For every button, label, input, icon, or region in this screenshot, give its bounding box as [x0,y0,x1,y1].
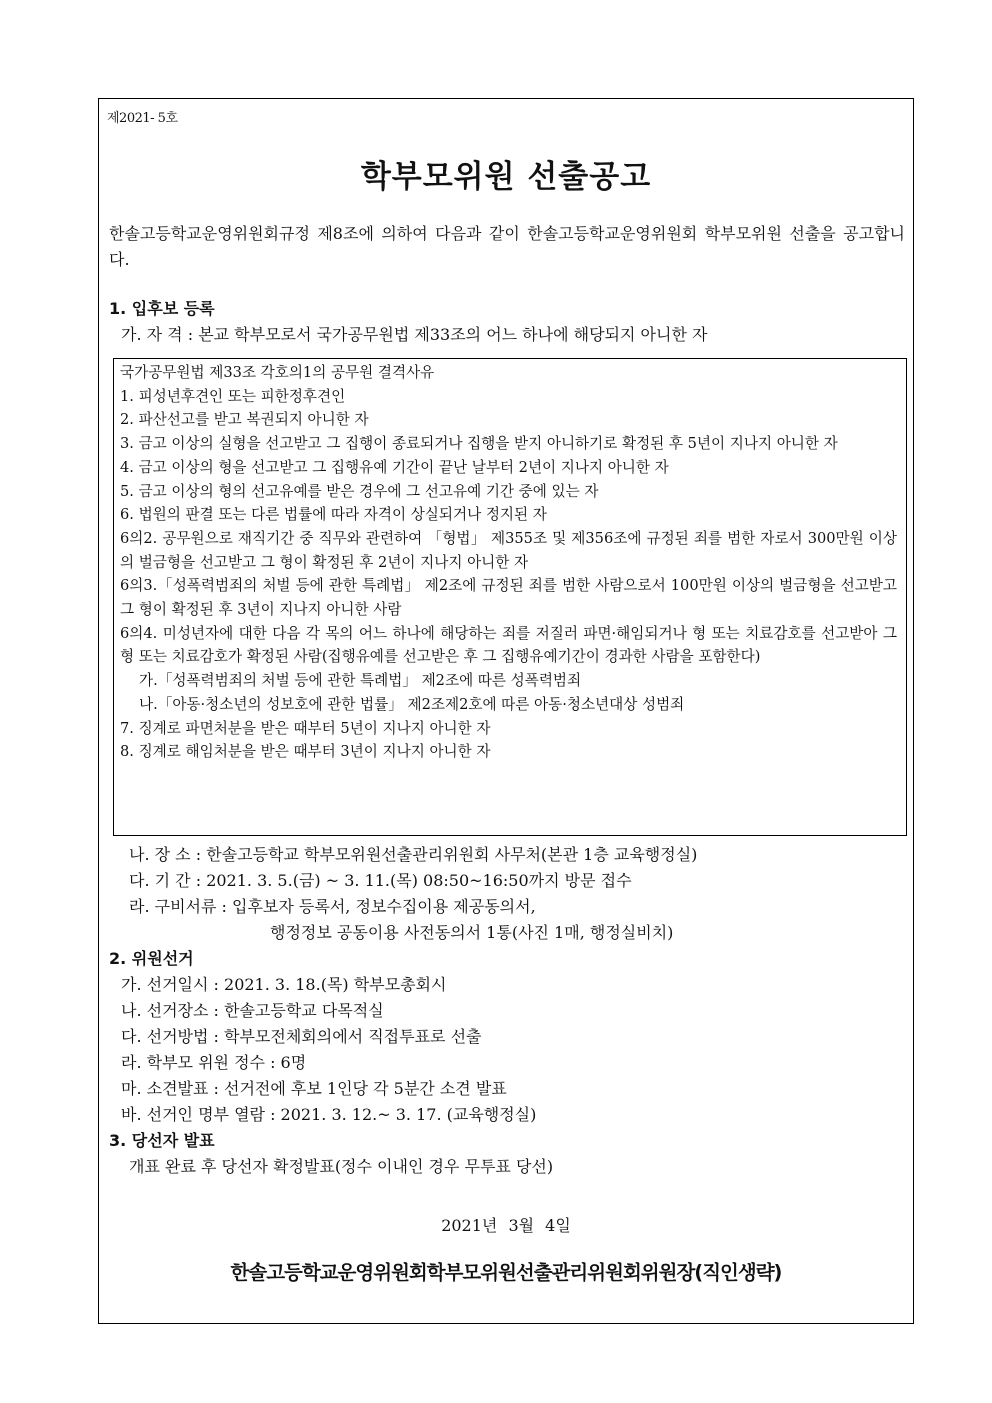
disqualification-box [113,358,907,836]
documents-line-cont: 행정정보 공동이용 사전동의서 1통(사진 1매, 행정실비치) [270,923,674,942]
box-line: 6. 법원의 판결 또는 다른 법률에 따라 자격이 상실되거나 정지된 자 [120,506,547,524]
box-line: 2. 파산선고를 받고 복권되지 아니한 자 [120,411,369,429]
box-line: 1. 피성년후견인 또는 피한정후견인 [120,387,346,405]
box-line: 4. 금고 이상의 형을 선고받고 그 집행유예 기간이 끝난 날부터 2년이 지나지 아니한 자 [120,458,669,476]
box-line: 6의4. 미성년자에 대한 다음 각 목의 어느 하나에 해당하는 죄를 저질러 파면·해임되거나 형 또는 치료감호를 선고받아 그 형 또는 치료감호가 확정된 사람(집행유예를 선고받은 후 그 집행유예기간이 경과한 사람을 포함한다) [120,624,897,666]
page-title: 학부모위원 선출공고 [360,159,652,195]
election-item: 마. 소견발표 : 선거전에 후보 1인당 각 5분간 소견 발표 [121,1079,507,1098]
box-line: 가.「성폭력범죄의 처벌 등에 관한 특례법」 제2조에 따른 성폭력범죄 [139,672,582,690]
box-line: 5. 금고 이상의 형의 선고유예를 받은 경우에 그 선고유예 기간 중에 있는 자 [120,482,599,500]
signature: 한솔고등학교운영위원회학부모위원선출관리위원회위원장(직인생략) [230,1261,782,1284]
section1-heading: 1. 입후보 등록 [109,299,215,318]
election-item: 다. 선거방법 : 학부모전체회의에서 직접투표로 선출 [121,1027,482,1046]
box-line: 8. 징계로 해임처분을 받은 때부터 3년이 지나지 아니한 자 [120,743,491,761]
box-line: 6의3.「성폭력범죄의 처벌 등에 관한 특례법」 제2조에 규정된 죄를 범한 사람으로서 100만원 이상의 벌금형을 선고받고 그 형이 확정된 후 3년이 지나지 아니한 사람 [120,577,897,619]
box-line: 6의2. 공무원으로 재직기간 중 직무와 관련하여 「형법」 제355조 및 제356조에 규정된 죄를 범한 자로서 300만원 이상의 벌금형을 선고받고 그 형이 확정된 후 2년이 지나지 아니한 자 [120,529,897,571]
election-item: 가. 선거일시 : 2021. 3. 18.(목) 학부모총회시 [121,975,447,994]
documents-line: 라. 구비서류 : 입후보자 등록서, 정보수집이용 제공동의서, [129,897,536,916]
document-number: 제2021- 5호 [107,111,178,126]
election-item: 라. 학부모 위원 정수 : 6명 [121,1053,307,1072]
section3-text: 개표 완료 후 당선자 확정발표(정수 이내인 경우 무투표 당선) [129,1157,554,1176]
box-line: 3. 금고 이상의 실형을 선고받고 그 집행이 종료되거나 집행을 받지 아니하기로 확정된 후 5년이 지나지 아니한 자 [120,435,838,453]
section3-heading: 3. 당선자 발표 [109,1131,215,1150]
notice-date: 2021년 3월 4일 [441,1216,571,1235]
intro-paragraph: 한솔고등학교운영위원회규정 제8조에 의하여 다음과 같이 한솔고등학교운영위원회 학부모위원 선출을 공고합니다. [109,224,905,269]
period-line: 다. 기 간 : 2021. 3. 5.(금) ~ 3. 11.(목) 08:50~16:50까지 방문 접수 [129,871,632,890]
box-line: 국가공무원법 제33조 각호의1의 공무원 결격사유 [120,364,435,381]
section2-heading: 2. 위원선거 [109,949,194,968]
box-line: 7. 징계로 파면처분을 받은 때부터 5년이 지나지 아니한 자 [120,719,491,737]
election-item: 바. 선거인 명부 열람 : 2021. 3. 12.~ 3. 17. (교육행정실) [121,1105,537,1124]
election-item: 나. 선거장소 : 한솔고등학교 다목적실 [121,1001,384,1020]
qualification-line: 가. 자 격 : 본교 학부모로서 국가공무원법 제33조의 어느 하나에 해당되지 아니한 자 [121,325,708,344]
box-line: 나.「아동·청소년의 성보호에 관한 법률」 제2조제2호에 따른 아동·청소년대상 성범죄 [139,695,685,713]
place-line: 나. 장 소 : 한솔고등학교 학부모위원선출관리위원회 사무처(본관 1층 교육행정실) [129,845,698,864]
notice-frame [98,98,914,1324]
